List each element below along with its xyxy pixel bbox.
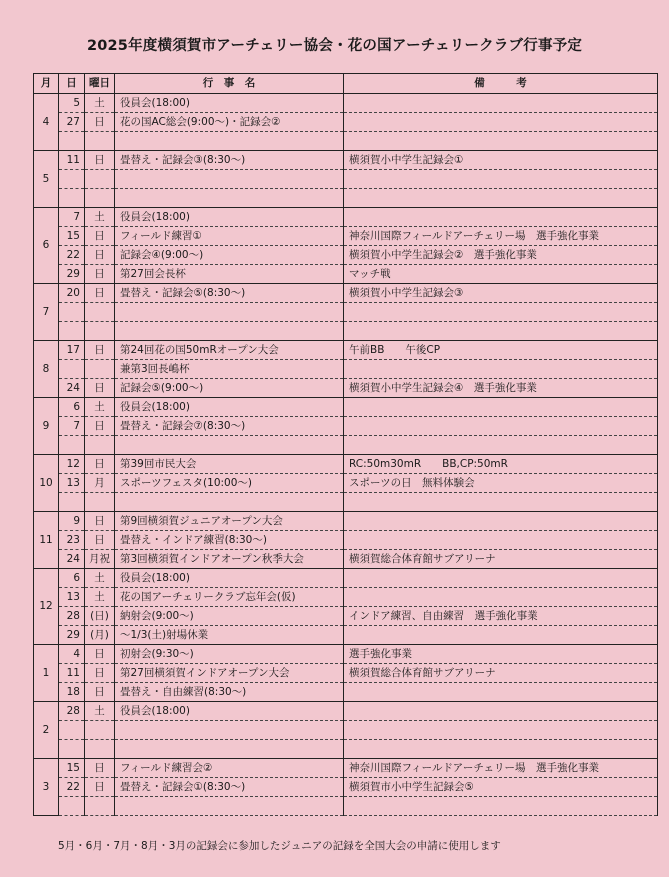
table-row — [34, 493, 658, 512]
day-cell: 23 — [59, 531, 85, 550]
dow-cell: 日 — [85, 759, 115, 778]
day-cell: 6 — [59, 569, 85, 588]
event-cell — [115, 303, 344, 322]
note-cell: 横須賀小中学生記録会② 選手強化事業 — [344, 246, 658, 265]
table-row — [34, 398, 658, 417]
day-cell: 12 — [59, 455, 85, 474]
dow-cell: (日) — [85, 607, 115, 626]
event-cell: 花の国アーチェリークラブ忘年会(仮) — [115, 588, 344, 607]
table-row — [34, 341, 658, 360]
dow-cell — [85, 740, 115, 759]
event-cell: 第27回会長杯 — [115, 265, 344, 284]
note-cell — [344, 113, 658, 132]
table-row — [34, 436, 658, 455]
event-cell — [115, 170, 344, 189]
day-cell: 13 — [59, 474, 85, 493]
day-cell — [59, 132, 85, 151]
dow-cell: 日 — [85, 284, 115, 303]
dow-cell: 日 — [85, 531, 115, 550]
event-cell: 役員会(18:00) — [115, 398, 344, 417]
table-row — [34, 797, 658, 816]
dow-cell — [85, 436, 115, 455]
dow-cell: 日 — [85, 664, 115, 683]
month-cell: 9 — [34, 398, 59, 455]
dow-cell: 日 — [85, 246, 115, 265]
note-cell: 横須賀小中学生記録会① — [344, 151, 658, 170]
note-cell: マッチ戦 — [344, 265, 658, 284]
note-cell: 午前BB 午後CP — [344, 341, 658, 360]
table-row — [34, 246, 658, 265]
note-cell: インドア練習、自由練習 選手強化事業 — [344, 607, 658, 626]
dow-cell: 土 — [85, 94, 115, 113]
table-row — [34, 417, 658, 436]
day-cell: 5 — [59, 94, 85, 113]
month-cell: 10 — [34, 455, 59, 512]
table-row — [34, 265, 658, 284]
day-cell: 11 — [59, 664, 85, 683]
table-row — [34, 132, 658, 151]
note-cell — [344, 436, 658, 455]
day-cell — [59, 436, 85, 455]
dow-cell: 月 — [85, 474, 115, 493]
note-cell — [344, 189, 658, 208]
day-cell: 15 — [59, 227, 85, 246]
dow-cell: 日 — [85, 417, 115, 436]
dow-cell: 日 — [85, 778, 115, 797]
dow-cell: 土 — [85, 569, 115, 588]
table-row — [34, 227, 658, 246]
dow-cell: 日 — [85, 151, 115, 170]
day-cell: 6 — [59, 398, 85, 417]
table-row — [34, 607, 658, 626]
day-cell: 29 — [59, 265, 85, 284]
dow-cell — [85, 132, 115, 151]
dow-cell: 日 — [85, 113, 115, 132]
month-cell: 12 — [34, 569, 59, 645]
event-cell: 畳替え・記録会③(8:30～) — [115, 151, 344, 170]
note-cell: 横須賀小中学生記録会③ — [344, 284, 658, 303]
day-cell: 9 — [59, 512, 85, 531]
day-cell: 28 — [59, 607, 85, 626]
table-row — [34, 113, 658, 132]
day-cell — [59, 170, 85, 189]
table-row — [34, 360, 658, 379]
event-cell: スポーツフェスタ(10:00～) — [115, 474, 344, 493]
header-event: 行 事 名 — [115, 74, 344, 94]
dow-cell: 日 — [85, 512, 115, 531]
table-row — [34, 740, 658, 759]
day-cell — [59, 303, 85, 322]
table-row — [34, 151, 658, 170]
table-row — [34, 702, 658, 721]
note-cell — [344, 132, 658, 151]
day-cell: 29 — [59, 626, 85, 645]
day-cell: 13 — [59, 588, 85, 607]
table-row — [34, 588, 658, 607]
event-cell: 納射会(9:00～) — [115, 607, 344, 626]
note-cell — [344, 626, 658, 645]
note-cell: 横須賀市小中学生記録会⑤ — [344, 778, 658, 797]
note-cell — [344, 531, 658, 550]
note-cell: 横須賀総合体育館サブアリーナ — [344, 550, 658, 569]
day-cell: 24 — [59, 550, 85, 569]
note-cell — [344, 588, 658, 607]
day-cell: 18 — [59, 683, 85, 702]
dow-cell: 日 — [85, 645, 115, 664]
event-cell: 畳替え・記録会⑤(8:30～) — [115, 284, 344, 303]
table-row — [34, 569, 658, 588]
dow-cell — [85, 797, 115, 816]
day-cell — [59, 360, 85, 379]
month-cell: 4 — [34, 94, 59, 151]
table-row — [34, 322, 658, 341]
table-row — [34, 94, 658, 113]
note-cell — [344, 721, 658, 740]
event-cell: 初射会(9:30～) — [115, 645, 344, 664]
header-month: 月 — [34, 74, 59, 94]
table-row — [34, 208, 658, 227]
event-cell: 役員会(18:00) — [115, 94, 344, 113]
note-cell — [344, 303, 658, 322]
day-cell: 28 — [59, 702, 85, 721]
event-cell: 第9回横須賀ジュニアオープン大会 — [115, 512, 344, 531]
note-cell — [344, 94, 658, 113]
table-row — [34, 303, 658, 322]
month-cell: 1 — [34, 645, 59, 702]
note-cell: スポーツの日 無料体験会 — [344, 474, 658, 493]
day-cell — [59, 189, 85, 208]
dow-cell — [85, 189, 115, 208]
table-row — [34, 284, 658, 303]
table-row — [34, 189, 658, 208]
note-cell — [344, 512, 658, 531]
dow-cell — [85, 322, 115, 341]
day-cell — [59, 493, 85, 512]
dow-cell — [85, 303, 115, 322]
event-cell — [115, 740, 344, 759]
header-day: 日 — [59, 74, 85, 94]
dow-cell — [85, 721, 115, 740]
event-cell: 畳替え・自由練習(8:30～) — [115, 683, 344, 702]
day-cell: 7 — [59, 417, 85, 436]
day-cell — [59, 322, 85, 341]
table-row — [34, 379, 658, 398]
day-cell: 4 — [59, 645, 85, 664]
note-cell — [344, 360, 658, 379]
event-cell — [115, 721, 344, 740]
table-row — [34, 626, 658, 645]
schedule-header — [34, 74, 658, 94]
event-cell: 第27回横須賀インドアオープン大会 — [115, 664, 344, 683]
table-row — [34, 474, 658, 493]
month-cell: 6 — [34, 208, 59, 284]
table-row — [34, 759, 658, 778]
month-cell: 3 — [34, 759, 59, 816]
table-row — [34, 550, 658, 569]
footnote: 5月・6月・7月・8月・3月の記録会に参加したジュニアの記録を全国大会の申請に使用します — [58, 840, 501, 852]
header-note: 備 考 — [344, 74, 658, 94]
month-cell: 5 — [34, 151, 59, 208]
note-cell: 神奈川国際フィールドアーチェリー場 選手強化事業 — [344, 759, 658, 778]
event-cell — [115, 436, 344, 455]
table-row — [34, 512, 658, 531]
dow-cell — [85, 493, 115, 512]
day-cell: 24 — [59, 379, 85, 398]
dow-cell: 月祝 — [85, 550, 115, 569]
event-cell: 第3回横須賀インドアオープン秋季大会 — [115, 550, 344, 569]
event-cell: フィールド練習① — [115, 227, 344, 246]
day-cell — [59, 740, 85, 759]
note-cell: 選手強化事業 — [344, 645, 658, 664]
day-cell: 27 — [59, 113, 85, 132]
month-cell: 11 — [34, 512, 59, 569]
table-row — [34, 664, 658, 683]
event-cell — [115, 797, 344, 816]
dow-cell: 日 — [85, 455, 115, 474]
event-cell: 第39回市民大会 — [115, 455, 344, 474]
dow-cell: 土 — [85, 588, 115, 607]
note-cell — [344, 322, 658, 341]
dow-cell: (月) — [85, 626, 115, 645]
event-cell — [115, 189, 344, 208]
schedule-table — [33, 73, 658, 816]
note-cell: 横須賀総合体育館サブアリーナ — [344, 664, 658, 683]
event-cell — [115, 322, 344, 341]
note-cell — [344, 493, 658, 512]
event-cell: 記録会④(9:00～) — [115, 246, 344, 265]
day-cell: 22 — [59, 778, 85, 797]
table-row — [34, 170, 658, 189]
table-row — [34, 683, 658, 702]
day-cell — [59, 721, 85, 740]
month-cell: 8 — [34, 341, 59, 398]
note-cell — [344, 398, 658, 417]
event-cell: 役員会(18:00) — [115, 569, 344, 588]
page-title: 2025年度横須賀市アーチェリー協会・花の国アーチェリークラブ行事予定 — [86, 38, 583, 54]
table-row — [34, 455, 658, 474]
table-row — [34, 778, 658, 797]
day-cell — [59, 797, 85, 816]
event-cell — [115, 493, 344, 512]
note-cell: 神奈川国際フィールドアーチェリー場 選手強化事業 — [344, 227, 658, 246]
day-cell: 22 — [59, 246, 85, 265]
event-cell: 畳替え・インドア練習(8:30～) — [115, 531, 344, 550]
dow-cell: 日 — [85, 683, 115, 702]
note-cell — [344, 417, 658, 436]
event-cell: 畳替え・記録会⑦(8:30～) — [115, 417, 344, 436]
month-cell: 7 — [34, 284, 59, 341]
event-cell: フィールド練習会② — [115, 759, 344, 778]
note-cell — [344, 569, 658, 588]
event-cell: ～1/3(土)射場休業 — [115, 626, 344, 645]
event-cell: 畳替え・記録会①(8:30～) — [115, 778, 344, 797]
event-cell: 記録会⑤(9:00～) — [115, 379, 344, 398]
event-cell: 役員会(18:00) — [115, 208, 344, 227]
dow-cell — [85, 170, 115, 189]
note-cell — [344, 702, 658, 721]
note-cell — [344, 797, 658, 816]
dow-cell — [85, 360, 115, 379]
schedule-body — [34, 94, 658, 816]
dow-cell: 日 — [85, 265, 115, 284]
dow-cell: 日 — [85, 379, 115, 398]
day-cell: 17 — [59, 341, 85, 360]
note-cell — [344, 170, 658, 189]
dow-cell: 土 — [85, 702, 115, 721]
event-cell: 第24回花の国50mRオープン大会 — [115, 341, 344, 360]
day-cell: 7 — [59, 208, 85, 227]
day-cell: 20 — [59, 284, 85, 303]
dow-cell: 日 — [85, 227, 115, 246]
event-cell: 兼第3回長嶋杯 — [115, 360, 344, 379]
header-dow: 曜日 — [85, 74, 115, 94]
dow-cell: 日 — [85, 341, 115, 360]
month-cell: 2 — [34, 702, 59, 759]
note-cell — [344, 740, 658, 759]
note-cell: 横須賀小中学生記録会④ 選手強化事業 — [344, 379, 658, 398]
event-cell: 花の国AC総会(9:00～)・記録会② — [115, 113, 344, 132]
table-row — [34, 721, 658, 740]
note-cell — [344, 683, 658, 702]
table-row — [34, 645, 658, 664]
note-cell — [344, 208, 658, 227]
event-cell — [115, 132, 344, 151]
dow-cell: 土 — [85, 398, 115, 417]
table-row — [34, 531, 658, 550]
dow-cell: 土 — [85, 208, 115, 227]
event-cell: 役員会(18:00) — [115, 702, 344, 721]
day-cell: 11 — [59, 151, 85, 170]
note-cell: RC:50m30mR BB,CP:50mR — [344, 455, 658, 474]
day-cell: 15 — [59, 759, 85, 778]
